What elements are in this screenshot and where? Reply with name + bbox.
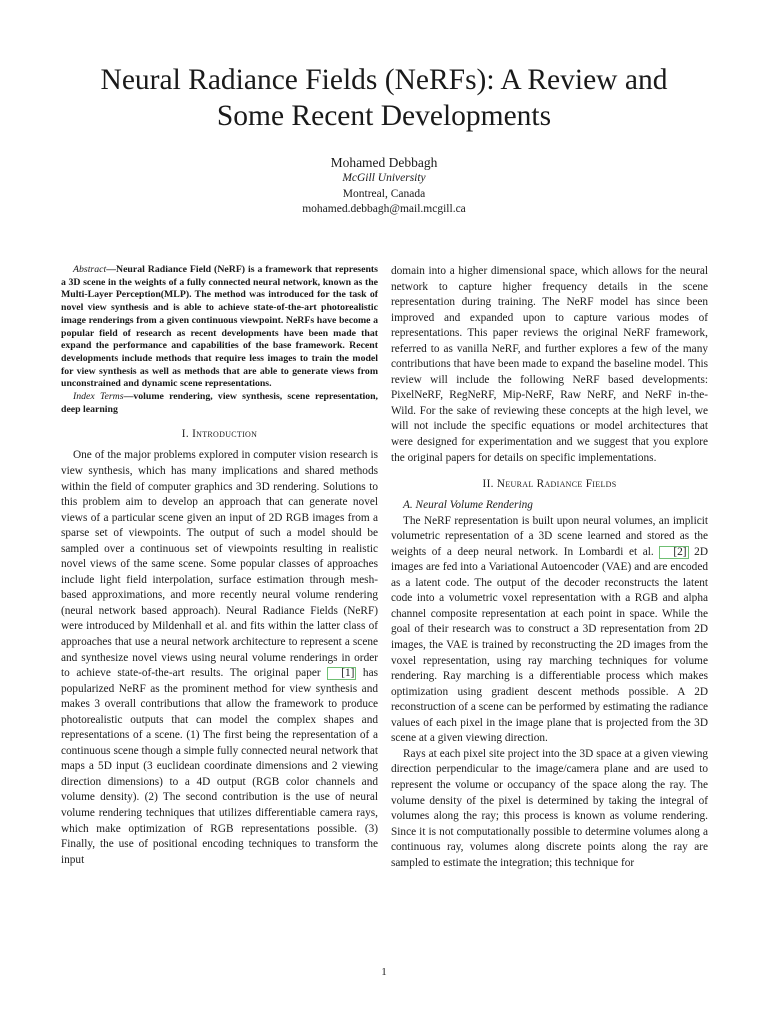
page-number: 1 — [381, 966, 387, 978]
author-affiliation: McGill University — [342, 172, 426, 184]
title-line-2: Some Recent Developments — [216, 100, 552, 132]
citation-link-1[interactable]: [1] — [327, 667, 356, 680]
intro-paragraph-continued: domain into a higher dimensional space, which allows for the neural network to capture higher frequency details in the scene representation during training. The NeRF model has since been improved and expanded upon to capture various modes of representations. This paper reviews the original NeRF framework, referred to as vanilla NeRF, and further explores a few of the many contributions that have been made to expand the baseline model. This review will include the following NeRF based developments: PixelNeRF, RegNeRF, Mip-NeRF, Raw NeRF, and NeRF in-the-Wild. For the sake of reviewing these concepts at the high level, we will not include the specific equations or model architectures that were designed for experimentation and we suggest that you explore the original papers for details on specific implementations. — [391, 265, 708, 464]
citation-link-2[interactable]: [2] — [659, 546, 688, 559]
paper-title — [40, 62, 728, 134]
nerf-text-b: 2D images are fed into a Variational Autoencoder (VAE) and are encoded as a latent code. The output of the decoder reconstructs the latent code into a volumetric voxel representation with a RGB and alpha channel composite representation at each point in space. While the goal of their research was to construct a 3D representation from 2D images, the VAE is trained by reconstructing the 2D images from the voxel representation, using ray marching techniques for volume rendering. Ray marching is a differentiable process which makes optimization using gradient descent methods possible. A 2D reconstruction of a scene can be performed by estimating the radiance values of each pixel in the image plane that is projected from the 3D scene at a given viewing direction. — [391, 545, 708, 745]
index-terms — [61, 391, 378, 416]
author-block — [184, 155, 584, 218]
nerf-text-a: The NeRF representation is built upon neural volumes, an implicit volumetric representation of a 3D scene learned and stored as the weights of a deep neural network. In Lombardi et al. — [391, 514, 708, 558]
author-name: Mohamed Debbagh — [330, 155, 438, 170]
nerf-paragraph-2: Rays at each pixel site project into the 3D space at a given viewing direction perpendicular to the image/camera plane and are used to represent the volume or occupancy of the space along the ray. The volume density of the pixel is determined by taking the integral of volumes along the ray; this process is known as volume rendering. Since it is not computationally possible to determine volumes along a continuous ray, volumes along discrete points along the ray are sampled to estimate the integration; this technique for — [391, 747, 708, 869]
index-terms-label: Index Terms — [73, 391, 124, 403]
intro-paragraph — [61, 448, 378, 868]
intro-text-b: has popularized NeRF as the prominent method for view synthesis and makes 3 overall contributions that allow the framework to produce photorealistic outputs that can model the complex shapes and representations of a scene. (1) The first being the representation of a continuous scene though a simple fully connected neural network that maps a 5D input (3 euclidean coordinate dimensions and 2 viewing direction dimensions) to a 4D output (RGB color channels and volume density). (2) The second contribution is the use of neural volume rendering techniques that utilizes differentiable camera rays, which make optimization of RGB representations possible. (3) Finally, the use of positional encoding techniques to transform the input — [61, 667, 378, 866]
author-location: Montreal, Canada — [342, 187, 426, 200]
index-terms-text: —volume rendering, view synthesis, scene representation, deep learning — [61, 391, 378, 415]
author-email: mohamed.debbagh@mail.mcgill.ca — [302, 203, 466, 215]
abstract-label: Abstract — [73, 264, 107, 275]
title-line-1: Neural Radiance Fields (NeRFs): A Review and — [100, 64, 668, 96]
abstract-text: —Neural Radiance Field (NeRF) is a framework that represents a 3D scene in the weights of a fully connected neural network, known as the Multi-Layer Perception(MLP). The method was introduced for the task of novel view synthesis and is able to achieve state-of-the-art photorealistic image renderings from a given continuous viewpoint. NeRFs have become a popular field of research as recent developments have been made that expand the performance and capabilities of the base framework. Recent developments include methods that require less images to train the model for view synthesis as well as methods that are able to generate views from unconstrained and dynamic scene representations. — [61, 264, 378, 390]
subsection-heading-neural-volume-rendering: A. Neural Volume Rendering — [403, 499, 533, 512]
nerf-paragraph-1 — [391, 514, 708, 747]
abstract — [61, 264, 378, 391]
section-heading-nerf: II. Neural Radiance Fields — [482, 478, 617, 491]
section-heading-introduction: I. Introduction — [181, 428, 258, 441]
right-column — [391, 264, 708, 871]
intro-text-a: One of the major problems explored in computer vision research is view synthesis, which has many implications and shared methods within the field of computer graphics and 3D rendering. Solutions to this problem aim to develop an approach that can generate novel views of a particular scene given an input of 2D RGB images from a sparse set of viewpoints. The output of such a model should be sampled over a continuous set of viewpoints resulting in realistic novel views of the same scene. Some popular classes of approaches include light field interpolation, surface estimation through mesh-based approximations, and more recently neural volume rendering (neural network based approach). Neural Radiance Fields (NeRF) were introduced by Mildenhall et al. and fits within the latter class of approaches that use a neural network architecture to represent a scene and synthesize novel views using neural volume renderings in order to achieve state-of-the-art results. The original paper — [61, 449, 378, 680]
left-column — [61, 264, 378, 868]
